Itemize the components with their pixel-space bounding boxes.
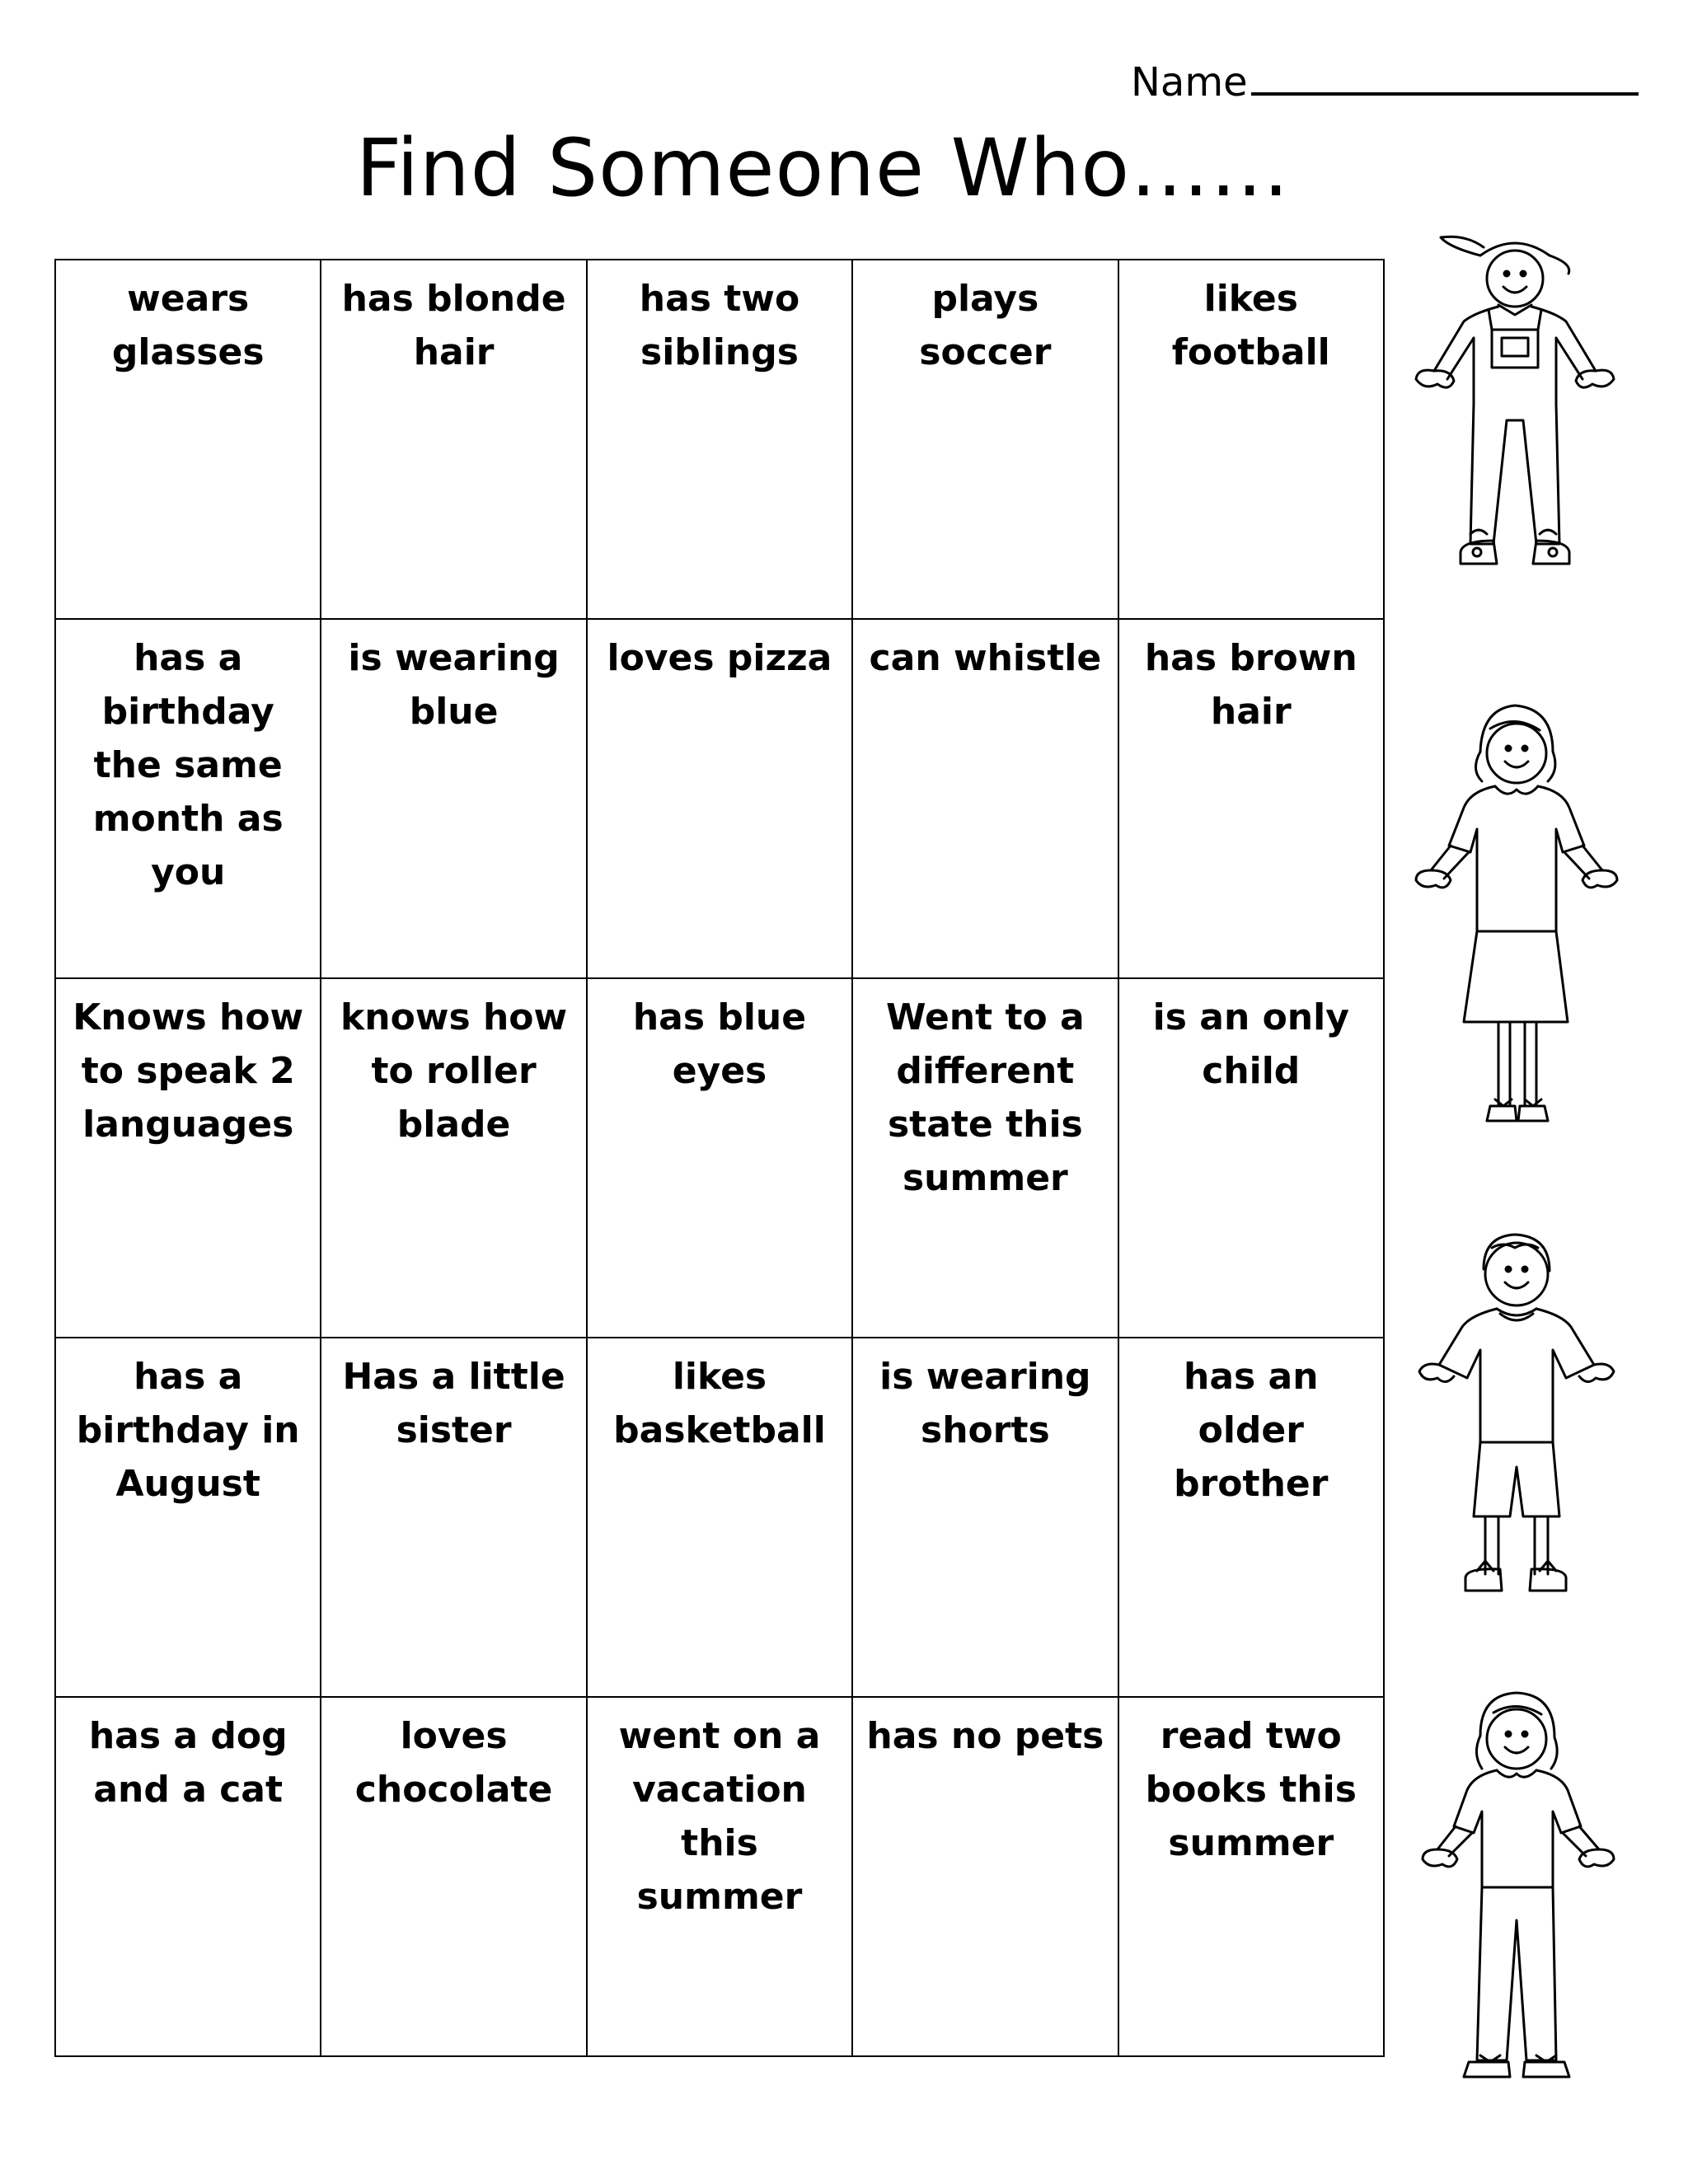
grid-cell[interactable]: can whistle bbox=[852, 619, 1118, 978]
grid-cell[interactable]: loves chocolate bbox=[321, 1697, 586, 2056]
grid-cell[interactable]: is an only child bbox=[1118, 978, 1384, 1338]
grid-cell[interactable]: likes basketball bbox=[587, 1338, 852, 1697]
grid-cell[interactable]: knows how to roller blade bbox=[321, 978, 586, 1338]
page-title: Find Someone Who…… bbox=[356, 122, 1291, 214]
grid-cell[interactable]: has blue eyes bbox=[587, 978, 852, 1338]
name-field[interactable] bbox=[1131, 59, 1639, 105]
girl-pants-icon bbox=[1391, 1673, 1639, 2102]
grid-row bbox=[55, 1338, 1384, 1697]
decorative-figures bbox=[1391, 223, 1639, 2069]
grid-cell[interactable]: plays soccer bbox=[852, 260, 1118, 619]
grid-cell[interactable]: wears glasses bbox=[55, 260, 321, 619]
grid-cell[interactable]: has a birthday the same month as you bbox=[55, 619, 321, 978]
grid-cell[interactable]: is wearing blue bbox=[321, 619, 586, 978]
grid-cell[interactable]: has no pets bbox=[852, 1697, 1118, 2056]
grid-cell[interactable]: loves pizza bbox=[587, 619, 852, 978]
grid-cell[interactable]: is wearing shorts bbox=[852, 1338, 1118, 1697]
grid-cell[interactable]: Went to a different state this summer bbox=[852, 978, 1118, 1338]
grid-cell[interactable]: has two siblings bbox=[587, 260, 852, 619]
grid-row bbox=[55, 1697, 1384, 2056]
name-label: Name bbox=[1131, 59, 1248, 105]
grid-cell[interactable]: Has a little sister bbox=[321, 1338, 586, 1697]
grid-cell[interactable]: has a birthday in August bbox=[55, 1338, 321, 1697]
grid-cell[interactable]: has brown hair bbox=[1118, 619, 1384, 978]
grid-cell[interactable]: likes football bbox=[1118, 260, 1384, 619]
grid-cell[interactable]: has blonde hair bbox=[321, 260, 586, 619]
boy-shorts-icon bbox=[1391, 1212, 1639, 1640]
grid-cell[interactable]: Knows how to speak 2 languages bbox=[55, 978, 321, 1338]
bingo-grid bbox=[54, 259, 1385, 2057]
grid-cell[interactable]: read two books this summer bbox=[1118, 1697, 1384, 2056]
grid-cell[interactable]: has an older brother bbox=[1118, 1338, 1384, 1697]
grid-row bbox=[55, 978, 1384, 1338]
name-blank-line[interactable] bbox=[1251, 92, 1639, 96]
grid-row bbox=[55, 260, 1384, 619]
boy-overalls-icon bbox=[1391, 223, 1639, 593]
grid-row bbox=[55, 619, 1384, 978]
grid-cell[interactable]: has a dog and a cat bbox=[55, 1697, 321, 2056]
girl-skirt-icon bbox=[1391, 684, 1639, 1146]
grid-cell[interactable]: went on a vacation this summer bbox=[587, 1697, 852, 2056]
